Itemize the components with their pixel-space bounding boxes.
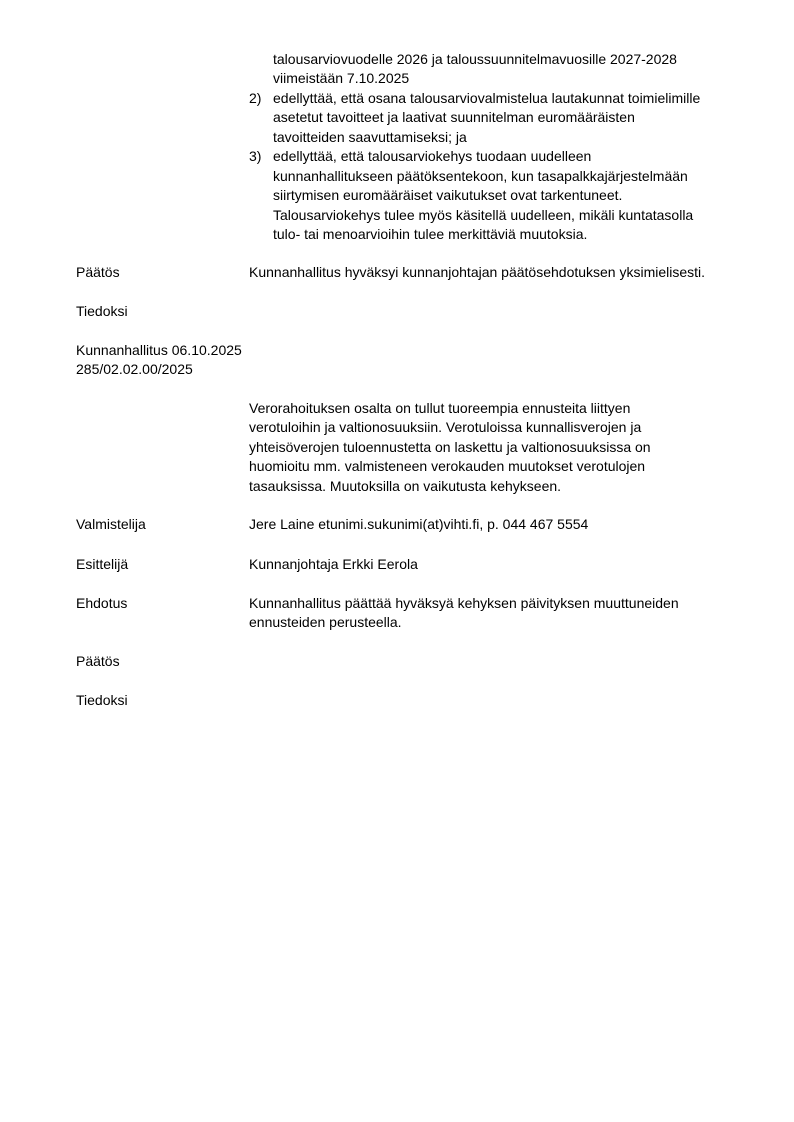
esittelija-label: Esittelijä [76,556,129,572]
body-line: yhteisöverojen tuloennustetta on laskettu ja valtionosuuksissa on [249,439,651,455]
ehdotus-line: Kunnanhallitus päättää hyväksyä kehyksen päivityksen muuttuneiden [249,595,679,611]
item2-line: tavoitteiden saavuttamiseksi; ja [273,129,467,145]
tiedoksi-label: Tiedoksi [76,303,128,319]
esittelija-text: Kunnanjohtaja Erkki Eerola [249,556,418,572]
item2-line: asetetut tavoitteet ja laativat suunnitelman euromääräisten [273,109,635,125]
body-line: verotuloihin ja valtionosuuksiin. Verotuloissa kunnallisverojen ja [249,419,642,435]
body-line: huomioitu mm. valmisteneen verokauden muutokset verotulojen [249,458,646,474]
item3-line: tulo- tai menoarvioihin tulee merkittäviä muutoksia. [273,226,588,242]
ehdotus-label: Ehdotus [76,595,128,611]
tiedoksi-label-2: Tiedoksi [76,692,128,708]
item3-number: 3) [249,148,262,164]
paatos-text: Kunnanhallitus hyväksyi kunnanjohtajan päätösehdotuksen yksimielisesti. [249,264,706,280]
meeting-ref: 285/02.02.00/2025 [76,361,193,377]
item3-line: siirtymisen euromääräiset vaikutukset ovat tarkentuneet. [273,187,623,203]
item1-line: talousarviovuodelle 2026 ja taloussuunnitelmavuosille 2027-2028 [273,51,677,67]
valmistelija-text: Jere Laine etunimi.sukunimi(at)vihti.fi, p. 044 467 5554 [249,516,589,532]
item1-line: viimeistään 7.10.2025 [273,70,410,86]
paatos-label-2: Päätös [76,653,120,669]
valmistelija-label: Valmistelija [76,516,146,532]
ehdotus-line: ennusteiden perusteella. [249,614,402,630]
item2-number: 2) [249,90,262,106]
item3-line: edellyttää, että talousarviokehys tuodaan uudelleen [273,148,592,164]
body-line: Verorahoituksen osalta on tullut tuoreempia ennusteita liittyen [249,400,631,416]
item3-line: Talousarviokehys tulee myös käsitellä uudelleen, mikäli kuntatasolla [273,207,694,223]
body-line: tasauksissa. Muutoksilla on vaikutusta kehykseen. [249,478,562,494]
meeting-title: Kunnanhallitus 06.10.2025 [76,342,242,358]
item2-line: edellyttää, että osana talousarviovalmistelua lautakunnat toimielimille [273,90,701,106]
paatos-label: Päätös [76,264,120,280]
item3-line: kunnanhallitukseen päätöksentekoon, kun tasapalkkajärjestelmään [273,168,688,184]
